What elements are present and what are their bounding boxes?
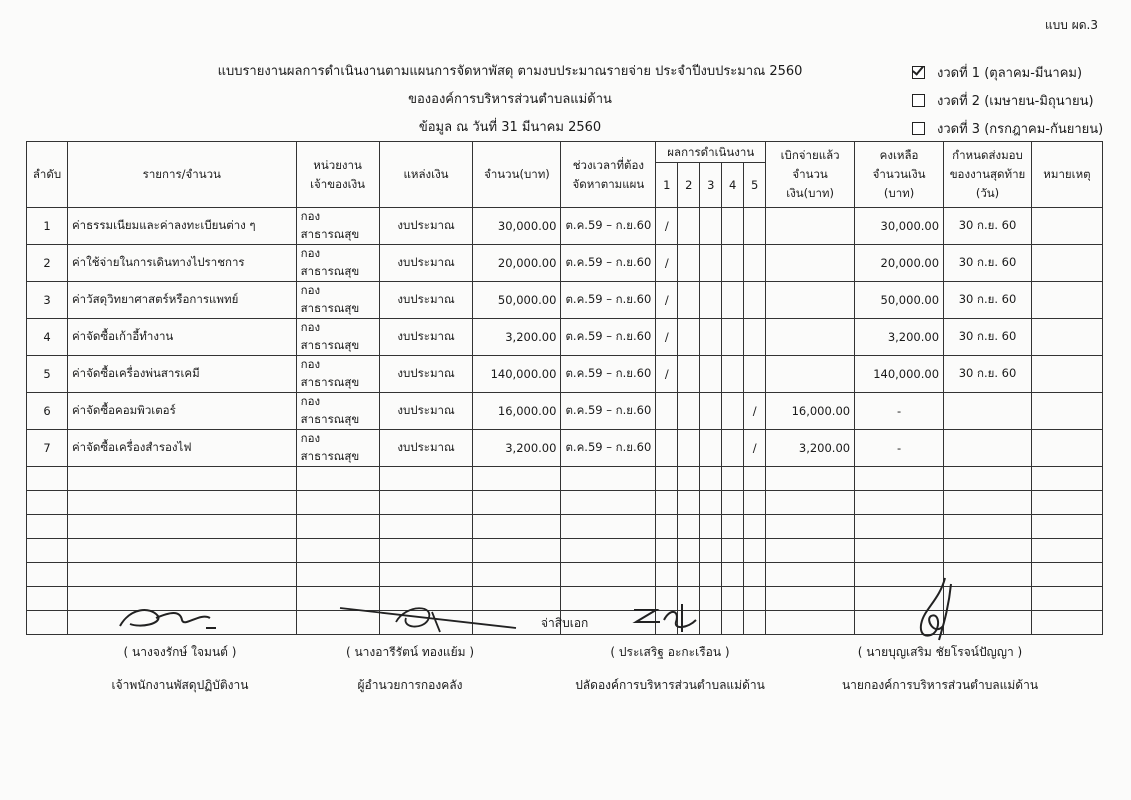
cell-empty: [766, 515, 855, 539]
cell-result-3: [700, 430, 722, 467]
cell-empty: [744, 611, 766, 635]
report-title: แบบรายงานผลการดำเนินงานตามแผนการจัดหาพัสดุ ตามงบประมาณรายจ่าย ประจำปีงบประมาณ 2560: [217, 64, 803, 79]
period-2-label: งวดที่ 2 (เมษายน-มิถุนายน): [937, 93, 1094, 109]
table-row-empty: [27, 491, 1103, 515]
cell-result-3: [700, 208, 722, 245]
cell-result-2: [678, 430, 700, 467]
cell-empty: [700, 515, 722, 539]
cell-empty: [27, 515, 68, 539]
cell-empty: [27, 467, 68, 491]
col-amount: จำนวน(บาท): [473, 142, 561, 208]
table-row-empty: [27, 515, 1103, 539]
cell-empty: [1031, 539, 1102, 563]
table-row: [27, 393, 1103, 430]
cell-empty: [561, 491, 656, 515]
period-1: [912, 58, 1103, 86]
cell-empty: [1031, 611, 1102, 635]
cell-empty: [766, 467, 855, 491]
cell-remain: 3,200.00: [855, 319, 944, 356]
cell-unit: กองสาธารณสุข: [296, 245, 379, 282]
cell-deadline: 30 ก.ย. 60: [944, 282, 1032, 319]
cell-note: [1031, 208, 1102, 245]
period-2-checkbox: [912, 94, 925, 107]
cell-empty: [296, 563, 379, 587]
cell-empty: [473, 491, 561, 515]
cell-source: งบประมาณ: [379, 282, 473, 319]
cell-empty: [67, 491, 296, 515]
cell-unit: กองสาธารณสุข: [296, 430, 379, 467]
cell-amount: 140,000.00: [473, 356, 561, 393]
cell-note: [1031, 393, 1102, 430]
cell-remain: 140,000.00: [855, 356, 944, 393]
cell-empty: [944, 539, 1032, 563]
cell-result-1: /: [656, 319, 678, 356]
cell-empty: [678, 515, 700, 539]
cell-note: [1031, 319, 1102, 356]
cell-deadline: 30 ก.ย. 60: [944, 245, 1032, 282]
organization-name: ขององค์การบริหารส่วนตำบลแม่ด้าน: [408, 92, 612, 107]
table-row: [27, 208, 1103, 245]
cell-remain: 20,000.00: [855, 245, 944, 282]
cell-empty: [27, 563, 68, 587]
cell-empty: [744, 491, 766, 515]
cell-amount: 20,000.00: [473, 245, 561, 282]
col-result-1: 1: [656, 163, 678, 208]
cell-result-2: [678, 319, 700, 356]
cell-empty: [1031, 491, 1102, 515]
cell-empty: [1031, 515, 1102, 539]
cell-empty: [379, 467, 473, 491]
cell-source: งบประมาณ: [379, 393, 473, 430]
cell-unit: กองสาธารณสุข: [296, 393, 379, 430]
col-result: ผลการดำเนินงาน: [656, 142, 766, 163]
cell-empty: [700, 467, 722, 491]
cell-empty: [296, 539, 379, 563]
cell-empty: [744, 563, 766, 587]
cell-result-3: [700, 282, 722, 319]
col-source: แหล่งเงิน: [379, 142, 473, 208]
table-header: [27, 142, 1103, 208]
cell-empty: [678, 491, 700, 515]
cell-source: งบประมาณ: [379, 356, 473, 393]
cell-result-1: [656, 430, 678, 467]
cell-period: ต.ค.59 – ก.ย.60: [561, 430, 656, 467]
col-deadline: กำหนดส่งมอบ ของงานสุดท้าย (วัน): [944, 142, 1032, 208]
period-1-label: งวดที่ 1 (ตุลาคม-มีนาคม): [937, 65, 1083, 81]
cell-result-4: [722, 430, 744, 467]
cell-item: ค่าจัดซื้อเครื่องพ่นสารเคมี: [67, 356, 296, 393]
cell-empty: [766, 563, 855, 587]
table-row: [27, 282, 1103, 319]
cell-result-4: [722, 245, 744, 282]
cell-deadline: [944, 393, 1032, 430]
cell-result-5: /: [744, 430, 766, 467]
col-result-4: 4: [722, 163, 744, 208]
cell-result-2: [678, 282, 700, 319]
cell-empty: [722, 467, 744, 491]
cell-empty: [855, 467, 944, 491]
cell-unit: กองสาธารณสุข: [296, 356, 379, 393]
cell-unit: กองสาธารณสุข: [296, 282, 379, 319]
cell-empty: [944, 491, 1032, 515]
cell-result-5: [744, 356, 766, 393]
cell-period: ต.ค.59 – ก.ย.60: [561, 319, 656, 356]
cell-empty: [656, 563, 678, 587]
cell-period: ต.ค.59 – ก.ย.60: [561, 393, 656, 430]
cell-result-3: [700, 245, 722, 282]
period-3: [912, 114, 1103, 142]
signature-2-name: ( นางอารีรัตน์ ทองแย้ม ): [345, 645, 475, 659]
signature-2-position: ผู้อำนวยการกองคลัง: [357, 678, 463, 692]
cell-remain: 30,000.00: [855, 208, 944, 245]
cell-empty: [744, 539, 766, 563]
data-date: ข้อมูล ณ วันที่ 31 มีนาคม 2560: [418, 120, 602, 135]
cell-result-1: /: [656, 208, 678, 245]
form-code: แบบ ผด.3: [1044, 18, 1098, 32]
cell-empty: [379, 515, 473, 539]
cell-result-3: [700, 393, 722, 430]
cell-result-5: [744, 245, 766, 282]
procurement-table: [26, 141, 1103, 635]
col-no: ลำดับ: [27, 142, 68, 208]
period-1-checkbox: [912, 66, 925, 79]
cell-empty: [67, 467, 296, 491]
cell-note: [1031, 245, 1102, 282]
cell-deadline: [944, 430, 1032, 467]
cell-result-5: [744, 208, 766, 245]
signature-4-name: ( นายบุญเสริม ชัยโรจน์ปัญญา ): [857, 645, 1023, 659]
cell-result-4: [722, 319, 744, 356]
table-row-empty: [27, 539, 1103, 563]
cell-source: งบประมาณ: [379, 245, 473, 282]
signature-3-position: ปลัดองค์การบริหารส่วนตำบลแม่ด้าน: [575, 678, 765, 692]
cell-empty: [678, 467, 700, 491]
cell-no: 6: [27, 393, 68, 430]
cell-result-2: [678, 393, 700, 430]
cell-no: 2: [27, 245, 68, 282]
cell-item: ค่าจัดซื้อเก้าอี้ทำงาน: [67, 319, 296, 356]
signature-block-4: [815, 643, 1065, 695]
cell-empty: [722, 611, 744, 635]
col-paid: เบิกจ่ายแล้ว จำนวนเงิน(บาท): [766, 142, 855, 208]
cell-period: ต.ค.59 – ก.ย.60: [561, 245, 656, 282]
cell-deadline: 30 ก.ย. 60: [944, 319, 1032, 356]
cell-empty: [944, 467, 1032, 491]
cell-empty: [766, 539, 855, 563]
cell-result-1: /: [656, 245, 678, 282]
cell-empty: [744, 515, 766, 539]
cell-deadline: 30 ก.ย. 60: [944, 208, 1032, 245]
cell-empty: [67, 563, 296, 587]
cell-result-5: [744, 319, 766, 356]
col-unit: หน่วยงาน เจ้าของเงิน: [296, 142, 379, 208]
col-remain: คงเหลือ จำนวนเงิน (บาท): [855, 142, 944, 208]
cell-empty: [700, 563, 722, 587]
cell-result-5: /: [744, 393, 766, 430]
cell-period: ต.ค.59 – ก.ย.60: [561, 208, 656, 245]
cell-empty: [473, 467, 561, 491]
cell-amount: 16,000.00: [473, 393, 561, 430]
cell-empty: [1031, 467, 1102, 491]
cell-empty: [561, 515, 656, 539]
signature-4-position: นายกองค์การบริหารส่วนตำบลแม่ด้าน: [841, 678, 1039, 692]
cell-empty: [722, 515, 744, 539]
cell-paid: [766, 282, 855, 319]
cell-item: ค่าใช้จ่ายในการเดินทางไปราชการ: [67, 245, 296, 282]
cell-empty: [944, 515, 1032, 539]
cell-result-1: /: [656, 356, 678, 393]
cell-empty: [744, 467, 766, 491]
cell-amount: 50,000.00: [473, 282, 561, 319]
cell-paid: 3,200.00: [766, 430, 855, 467]
cell-empty: [722, 491, 744, 515]
cell-empty: [473, 515, 561, 539]
cell-period: ต.ค.59 – ก.ย.60: [561, 282, 656, 319]
col-period: ช่วงเวลาที่ต้อง จัดหาตามแผน: [561, 142, 656, 208]
cell-empty: [27, 539, 68, 563]
period-checklist: [912, 58, 1103, 142]
cell-empty: [1031, 587, 1102, 611]
cell-empty: [1031, 563, 1102, 587]
cell-unit: กองสาธารณสุข: [296, 208, 379, 245]
cell-empty: [27, 611, 68, 635]
cell-empty: [656, 491, 678, 515]
cell-paid: [766, 208, 855, 245]
cell-empty: [744, 587, 766, 611]
cell-empty: [296, 515, 379, 539]
cell-empty: [27, 587, 68, 611]
cell-empty: [722, 563, 744, 587]
col-item: รายการ/จำนวน: [67, 142, 296, 208]
cell-empty: [379, 563, 473, 587]
cell-empty: [855, 491, 944, 515]
cell-result-5: [744, 282, 766, 319]
col-result-3: 3: [700, 163, 722, 208]
cell-unit: กองสาธารณสุข: [296, 319, 379, 356]
period-3-checkbox: [912, 122, 925, 135]
signature-1-name: ( นางจงรักษ์ ใจมนต์ ): [123, 645, 237, 659]
cell-empty: [656, 515, 678, 539]
table-row: [27, 356, 1103, 393]
cell-empty: [561, 539, 656, 563]
table-row: [27, 430, 1103, 467]
signature-block-2: [300, 643, 520, 695]
cell-empty: [700, 539, 722, 563]
cell-result-4: [722, 356, 744, 393]
cell-paid: [766, 245, 855, 282]
cell-empty: [855, 515, 944, 539]
signature-4-scribble: [895, 574, 975, 646]
signature-3-name: ( ประเสริฐ อะกะเรือน ): [610, 645, 730, 659]
cell-empty: [473, 563, 561, 587]
cell-no: 3: [27, 282, 68, 319]
cell-empty: [296, 467, 379, 491]
cell-empty: [678, 539, 700, 563]
cell-remain: -: [855, 430, 944, 467]
signature-1-scribble: [110, 598, 230, 638]
period-3-label: งวดที่ 3 (กรกฎาคม-กันยายน): [937, 121, 1104, 137]
cell-item: ค่าจัดซื้อคอมพิวเตอร์: [67, 393, 296, 430]
table-body: [27, 208, 1103, 635]
cell-source: งบประมาณ: [379, 430, 473, 467]
cell-result-2: [678, 208, 700, 245]
signature-1-position: เจ้าพนักงานพัสดุปฏิบัติงาน: [111, 678, 249, 692]
cell-result-3: [700, 356, 722, 393]
cell-empty: [473, 539, 561, 563]
cell-amount: 30,000.00: [473, 208, 561, 245]
cell-remain: -: [855, 393, 944, 430]
cell-empty: [656, 467, 678, 491]
signature-block-3: [560, 643, 780, 695]
cell-paid: [766, 356, 855, 393]
col-note: หมายเหตุ: [1031, 142, 1102, 208]
cell-empty: [766, 491, 855, 515]
cell-empty: [678, 563, 700, 587]
cell-result-3: [700, 319, 722, 356]
table-row: [27, 319, 1103, 356]
signature-block-1: [70, 643, 290, 695]
cell-empty: [296, 491, 379, 515]
cell-amount: 3,200.00: [473, 319, 561, 356]
cell-result-4: [722, 208, 744, 245]
cell-empty: [561, 563, 656, 587]
col-result-2: 2: [678, 163, 700, 208]
cell-result-4: [722, 393, 744, 430]
cell-result-2: [678, 245, 700, 282]
cell-empty: [379, 539, 473, 563]
table-row-empty: [27, 467, 1103, 491]
cell-note: [1031, 430, 1102, 467]
cell-empty: [656, 539, 678, 563]
cell-no: 5: [27, 356, 68, 393]
cell-amount: 3,200.00: [473, 430, 561, 467]
signature-2-scribble: [336, 598, 526, 638]
cell-empty: [722, 587, 744, 611]
cell-empty: [855, 539, 944, 563]
cell-source: งบประมาณ: [379, 208, 473, 245]
cell-period: ต.ค.59 – ก.ย.60: [561, 356, 656, 393]
cell-empty: [722, 539, 744, 563]
cell-source: งบประมาณ: [379, 319, 473, 356]
cell-result-4: [722, 282, 744, 319]
cell-note: [1031, 282, 1102, 319]
cell-remain: 50,000.00: [855, 282, 944, 319]
col-result-5: 5: [744, 163, 766, 208]
cell-empty: [766, 587, 855, 611]
cell-no: 7: [27, 430, 68, 467]
cell-item: ค่าวัสดุวิทยาศาสตร์หรือการแพทย์: [67, 282, 296, 319]
signature-3-scribble: [626, 598, 716, 638]
cell-no: 1: [27, 208, 68, 245]
cell-empty: [379, 491, 473, 515]
cell-paid: [766, 319, 855, 356]
signature-3-prefix: จ่าสิบเอก: [541, 616, 589, 630]
cell-empty: [700, 491, 722, 515]
cell-result-1: /: [656, 282, 678, 319]
cell-empty: [67, 539, 296, 563]
cell-paid: 16,000.00: [766, 393, 855, 430]
cell-empty: [766, 611, 855, 635]
cell-empty: [67, 515, 296, 539]
cell-item: ค่าธรรมเนียมและค่าลงทะเบียนต่าง ๆ: [67, 208, 296, 245]
cell-note: [1031, 356, 1102, 393]
cell-empty: [561, 467, 656, 491]
cell-no: 4: [27, 319, 68, 356]
table-row: [27, 245, 1103, 282]
cell-item: ค่าจัดซื้อเครื่องสำรองไฟ: [67, 430, 296, 467]
cell-result-2: [678, 356, 700, 393]
period-2: [912, 86, 1103, 114]
cell-result-1: [656, 393, 678, 430]
cell-empty: [27, 491, 68, 515]
cell-deadline: 30 ก.ย. 60: [944, 356, 1032, 393]
